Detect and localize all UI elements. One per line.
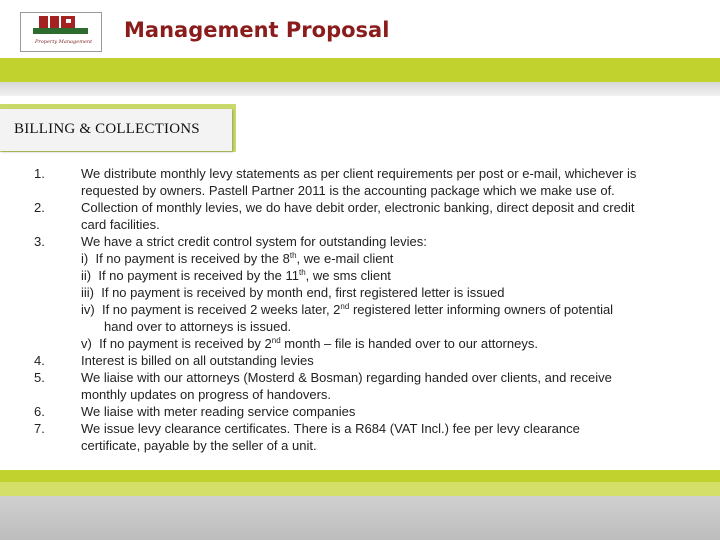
sub-item-sup: th xyxy=(289,251,297,260)
sub-item xyxy=(81,301,613,318)
list-item-line: We liaise with meter reading service companies xyxy=(81,404,356,419)
sub-item-key: iii) xyxy=(81,285,94,300)
sub-item-text: If no payment is received by 2 xyxy=(99,336,272,351)
sub-item-text: If no payment is received by month end, first registered letter is issued xyxy=(101,285,505,300)
list-item-line: Collection of monthly levies, we do have debit order, electronic banking, direct deposit and credit xyxy=(81,200,635,215)
sub-item-sup: th xyxy=(299,268,306,277)
top-band xyxy=(0,58,720,82)
list-item-line: We issue levy clearance certificates. There is a R684 (VAT Incl.) fee per levy clearance xyxy=(81,421,580,436)
sub-item-key: ii) xyxy=(81,268,92,283)
list-item-line: We liaise with our attorneys (Mosterd & Bosman) regarding handed over clients, and receive xyxy=(81,370,612,385)
list-item-line: monthly updates on progress of handovers. xyxy=(81,387,332,402)
item-number: 5. xyxy=(34,370,45,385)
list-item-line: We distribute monthly levy statements as per client requirements per post or e-mail, whichever is xyxy=(81,166,637,181)
company-logo xyxy=(20,12,102,52)
sub-item-text: If no payment is received 2 weeks later, 2 xyxy=(101,302,341,317)
sub-item xyxy=(81,267,391,284)
sub-item xyxy=(81,335,538,352)
item-number: 7. xyxy=(34,421,45,436)
top-band-shadow xyxy=(0,82,720,96)
footer-bar xyxy=(0,496,720,540)
item-number: 6. xyxy=(34,404,45,419)
sub-item-text: If no payment is received by the 8 xyxy=(95,251,290,266)
list-item-line: certificate, payable by the seller of a unit. xyxy=(81,438,317,453)
item-number: 1. xyxy=(34,166,45,181)
logo-tagline: Property Management xyxy=(35,39,93,45)
item-number: 4. xyxy=(34,353,45,368)
sub-item-text: , we sms client xyxy=(305,268,391,283)
sub-item-text: registered letter informing owners of potential xyxy=(349,302,614,317)
sub-item-text: month – file is handed over to our attorneys. xyxy=(280,336,538,351)
sub-item-key: iv) xyxy=(81,302,95,317)
sub-item-text: If no payment is received by the 11 xyxy=(98,268,299,283)
list-item-line: Interest is billed on all outstanding levies xyxy=(81,353,314,368)
sub-item-sup: nd xyxy=(271,336,281,345)
sub-item-continuation: hand over to attorneys is issued. xyxy=(104,319,292,334)
list-item-line: We have a strict credit control system for outstanding levies: xyxy=(81,234,427,249)
sub-item-key: i) xyxy=(81,251,89,266)
sub-item xyxy=(81,284,504,301)
list-item-line: requested by owners. Pastell Partner 2011 is the accounting package which we make use of. xyxy=(81,183,615,198)
logo-mark-icon xyxy=(33,16,88,36)
sub-item-sup: nd xyxy=(340,302,350,311)
page-title: Management Proposal xyxy=(124,18,390,42)
sub-item-key: v) xyxy=(81,336,92,351)
bottom-band-light xyxy=(0,482,720,496)
sub-item xyxy=(81,250,393,267)
sub-item-text: , we e-mail client xyxy=(296,251,394,266)
list-item-line: card facilities. xyxy=(81,217,160,232)
item-number: 2. xyxy=(34,200,45,215)
item-number: 3. xyxy=(34,234,45,249)
section-title: BILLING & COLLECTIONS xyxy=(14,121,200,137)
